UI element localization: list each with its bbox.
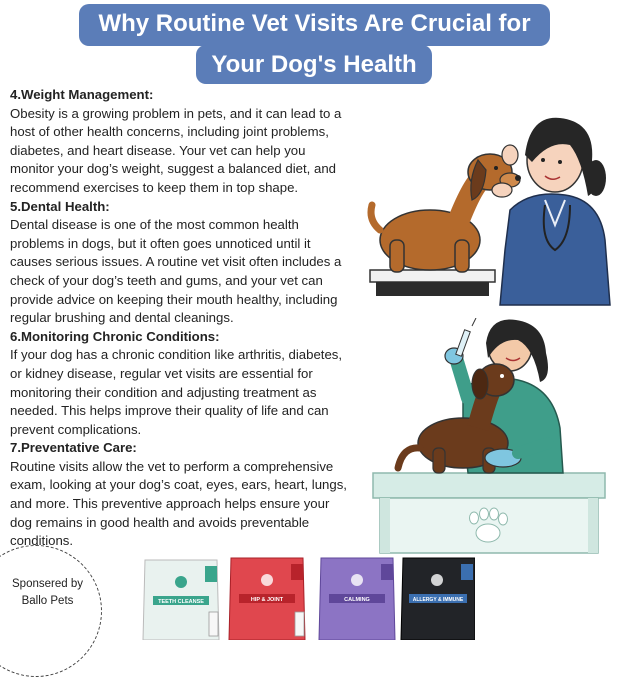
product-label: CALMING <box>344 597 370 603</box>
sponsor-line-2: Ballo Pets <box>21 595 74 607</box>
sponsor-text <box>10 576 85 610</box>
section-text: If your dog has a chronic condition like arthritis, diabetes, or kidney disease, regular vet visits are essential for monitoring their condition and adjusting treatment as needed. This helps improve their quality of life and can prevent complications. <box>10 347 343 437</box>
section-heading: 7.Preventative Care: <box>10 440 137 456</box>
vet-vaccinating-dog-illustration <box>368 318 613 558</box>
section-heading: 4.Weight Management: <box>10 87 154 102</box>
product-lineup <box>135 552 475 640</box>
product-label: ALLERGY & IMMUNE <box>412 597 464 603</box>
title-banner-bottom <box>196 45 432 84</box>
product-pack-hip-joint <box>229 558 305 640</box>
article-body <box>10 86 350 551</box>
section-heading: 5.Dental Health: <box>10 198 110 214</box>
sponsor-badge <box>0 545 102 677</box>
product-pack-allergy-immune <box>401 558 475 640</box>
section-text: Obesity is a growing problem in pets, and it can lead to a host of other health concerns, including joint problems, diabetes, and heart disease. Your vet can help you monitor your dog’s weight, suggest a balanced diet, and recommend exercises to keep them in top shape. <box>10 105 342 195</box>
product-label: TEETH CLEANSE <box>158 599 204 605</box>
product-pack-teeth-cleanse <box>143 560 219 640</box>
vet-examining-dog-illustration <box>360 100 630 315</box>
title-line-1: Why Routine Vet Visits Are Crucial for <box>98 10 531 37</box>
product-label: HIP & JOINT <box>250 597 284 603</box>
title-banner-top <box>79 4 550 46</box>
sponsor-line-1: Sponsered by <box>12 578 83 590</box>
product-pack-calming <box>319 558 395 640</box>
section-heading: 6.Monitoring Chronic Conditions: <box>10 328 220 344</box>
section-text: Routine visits allow the vet to perform a comprehensive exam, looking at your dog’s coat, eyes, ears, heart, lungs, and more. This preventive approach helps ensure your dog remains in good health and avoids preventable conditions. <box>10 458 347 549</box>
section-text: Dental disease is one of the most common health problems in dogs, but it often goes unnoticed until it causes serious issues. A routine vet visit often includes a check of your dog’s teeth and gums, and your vet can provide advice on keeping their mouth healthy, including regular brushing and dental cleanings. <box>10 217 342 326</box>
title-line-2: Your Dog's Health <box>211 51 417 78</box>
